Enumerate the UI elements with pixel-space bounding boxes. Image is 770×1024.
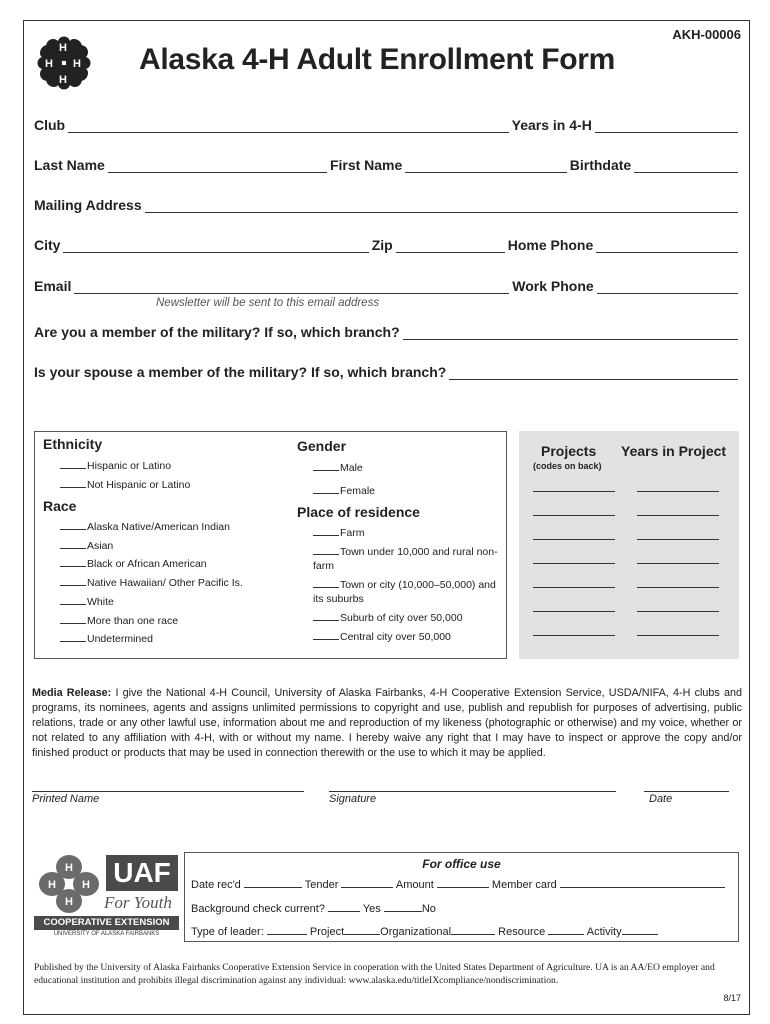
mailing-address-label: Mailing Address [34, 197, 142, 213]
printed-name-field[interactable] [32, 791, 304, 792]
tender-label: Tender [304, 879, 339, 891]
race-header: Race [43, 498, 77, 514]
military-label: Are you a member of the military? If so, which branch? [34, 324, 400, 340]
gender-option[interactable]: Female [313, 485, 375, 497]
coop-extension-text: COOPERATIVE EXTENSION [34, 916, 179, 930]
4h-clover-icon [34, 853, 104, 915]
activity-label: Activity [586, 926, 622, 938]
svg-text:H: H [59, 42, 67, 54]
race-option[interactable]: Black or African American [60, 558, 207, 570]
project-years-field[interactable] [637, 635, 719, 636]
tender-field[interactable] [341, 878, 393, 888]
svg-text:H: H [48, 879, 56, 891]
office-row-receipt [191, 878, 725, 891]
ethnicity-header: Ethnicity [43, 436, 103, 452]
project-field[interactable] [533, 635, 615, 636]
office-use-box [184, 852, 739, 942]
project-field[interactable] [533, 611, 615, 612]
svg-text:H: H [82, 879, 90, 891]
spouse-military-label: Is your spouse a member of the military? If so, which branch? [34, 364, 447, 380]
residence-option[interactable]: Central city over 50,000 [313, 631, 451, 643]
leader-activity-field[interactable] [548, 925, 584, 935]
last-name-field[interactable] [108, 161, 327, 173]
email-hint: Newsletter will be sent to this email address [156, 297, 380, 309]
project-years-field[interactable] [637, 539, 719, 540]
project-field[interactable] [533, 563, 615, 564]
background-check-label: Background check current? [191, 903, 325, 915]
leader-project-field[interactable] [267, 925, 307, 935]
svg-text:H: H [65, 862, 73, 874]
date-recd-label: Date rec'd [191, 879, 241, 891]
years-in-4h-label: Years in 4-H [511, 117, 592, 133]
date-field[interactable] [644, 791, 729, 792]
years-in-project-header: Years in Project [621, 443, 727, 459]
ethnicity-option[interactable]: Hispanic or Latino [60, 460, 171, 472]
office-row-leader [191, 925, 658, 938]
project-field[interactable] [533, 587, 615, 588]
signature-field[interactable] [329, 791, 616, 792]
race-option[interactable]: Native Hawaiian/ Other Pacific Is. [60, 577, 243, 589]
residence-option[interactable]: Town or city (10,000–50,000) and its suburbs [313, 579, 496, 605]
member-card-field[interactable] [560, 878, 725, 888]
leader-organizational-field[interactable] [344, 925, 380, 935]
project-years-field[interactable] [637, 563, 719, 564]
race-option[interactable]: Alaska Native/American Indian [60, 521, 230, 533]
project-label: Project [309, 926, 345, 938]
race-option[interactable]: More than one race [60, 615, 178, 627]
club-field[interactable] [68, 121, 509, 133]
email-label: Email [34, 278, 72, 294]
race-option[interactable]: Asian [60, 540, 113, 552]
uaf-extension-logo [34, 853, 179, 941]
project-years-field[interactable] [637, 587, 719, 588]
home-phone-field[interactable] [596, 241, 738, 253]
gender-header: Gender [297, 438, 347, 454]
activity-blank[interactable] [622, 925, 658, 935]
member-card-label: Member card [491, 879, 557, 891]
media-release-label: Media Release: [32, 687, 112, 699]
page-title: Alaska 4-H Adult Enrollment Form [139, 43, 616, 76]
background-no-field[interactable] [384, 902, 422, 912]
project-field[interactable] [533, 491, 615, 492]
enrollment-form-page [23, 20, 750, 1015]
form-code: AKH-00006 [672, 27, 741, 42]
projects-subheader: (codes on back) [533, 461, 602, 471]
uaf-wordmark: UAF [106, 855, 178, 891]
gender-option[interactable]: Male [313, 462, 363, 474]
media-release-text: Media Release: I give the National 4-H Council, University of Alaska Fairbanks, 4-H Cooperative Extension Service, USDA/NIFA, 4-H clubs and programs, its nominees, agents and assigns unlimited permissions to copyright and use, publish and republish for purposes of advertising, public relations, trade or any other lawful use, information about me and reproduction of my likeness (photographic or otherwise) and my voice, whether or not related to any affiliation with 4-H, with or without my name. I hereby waive any right that I may have to inspect or approve the copy and/or finished product or products that may be used in connection therewith or the use to which it may be applied. [32, 687, 743, 759]
birthdate-field[interactable] [634, 161, 738, 173]
residence-option[interactable]: Farm [313, 527, 365, 539]
residence-option[interactable]: Suburb of city over 50,000 [313, 612, 463, 624]
military-field[interactable] [403, 328, 738, 340]
demographics-box [34, 431, 507, 659]
yes-label: Yes [362, 903, 381, 915]
last-name-label: Last Name [34, 157, 105, 173]
printed-name-label: Printed Name [32, 793, 100, 805]
race-option[interactable]: White [60, 596, 114, 608]
work-phone-field[interactable] [597, 282, 738, 294]
4h-clover-logo [32, 31, 96, 95]
amount-field[interactable] [437, 878, 489, 888]
project-field[interactable] [533, 515, 615, 516]
type-of-leader-label: Type of leader: [191, 926, 264, 938]
background-yes-field[interactable] [328, 902, 360, 912]
city-label: City [34, 237, 61, 253]
office-row-background [191, 902, 436, 915]
work-phone-label: Work Phone [512, 278, 594, 294]
residence-option[interactable]: Town under 10,000 and rural non-farm [313, 546, 498, 572]
years-in-4h-field[interactable] [595, 121, 738, 133]
home-phone-label: Home Phone [507, 237, 594, 253]
zip-field[interactable] [396, 241, 505, 253]
resource-label: Resource [498, 926, 546, 938]
date-recd-field[interactable] [244, 878, 302, 888]
for-youth-text: For Youth [104, 893, 172, 912]
no-label: No [421, 903, 436, 915]
race-option[interactable]: Undetermined [60, 633, 153, 645]
residence-header: Place of residence [297, 504, 420, 520]
projects-header: Projects [541, 443, 597, 459]
amount-label: Amount [395, 879, 434, 891]
project-field[interactable] [533, 539, 615, 540]
organizational-label: Organizational [380, 926, 452, 938]
first-name-label: First Name [329, 157, 403, 173]
footer-text: Published by the University of Alaska Fairbanks Cooperative Extension Service in cooperation with the United States Department of Agriculture. UA is an AA/EO employer and educational institution and prohibits illegal discrimination against any individual: www.alaska.edu/titleIXcompliance/nondiscrimination. [34, 962, 715, 986]
spouse-military-field[interactable] [449, 368, 738, 380]
page-number: 8/17 [723, 993, 741, 1003]
project-years-field[interactable] [637, 611, 719, 612]
svg-text:H: H [65, 896, 73, 908]
project-years-field[interactable] [637, 491, 719, 492]
university-text: UNIVERSITY OF ALASKA FAIRBANKS [53, 931, 160, 937]
projects-box [519, 431, 739, 659]
first-name-field[interactable] [405, 161, 566, 173]
email-field[interactable] [74, 282, 509, 294]
office-use-header: For office use [422, 857, 501, 871]
city-field[interactable] [63, 241, 368, 253]
signature-label: Signature [329, 793, 377, 805]
birthdate-label: Birthdate [569, 157, 632, 173]
date-label: Date [649, 793, 673, 805]
leader-resource-field[interactable] [451, 925, 495, 935]
svg-text:H: H [73, 58, 81, 70]
svg-text:H: H [45, 58, 53, 70]
club-label: Club [34, 117, 66, 133]
ethnicity-option[interactable]: Not Hispanic or Latino [60, 479, 190, 491]
project-years-field[interactable] [637, 515, 719, 516]
svg-text:H: H [59, 74, 67, 86]
mailing-address-field[interactable] [145, 201, 738, 213]
zip-label: Zip [371, 237, 393, 253]
